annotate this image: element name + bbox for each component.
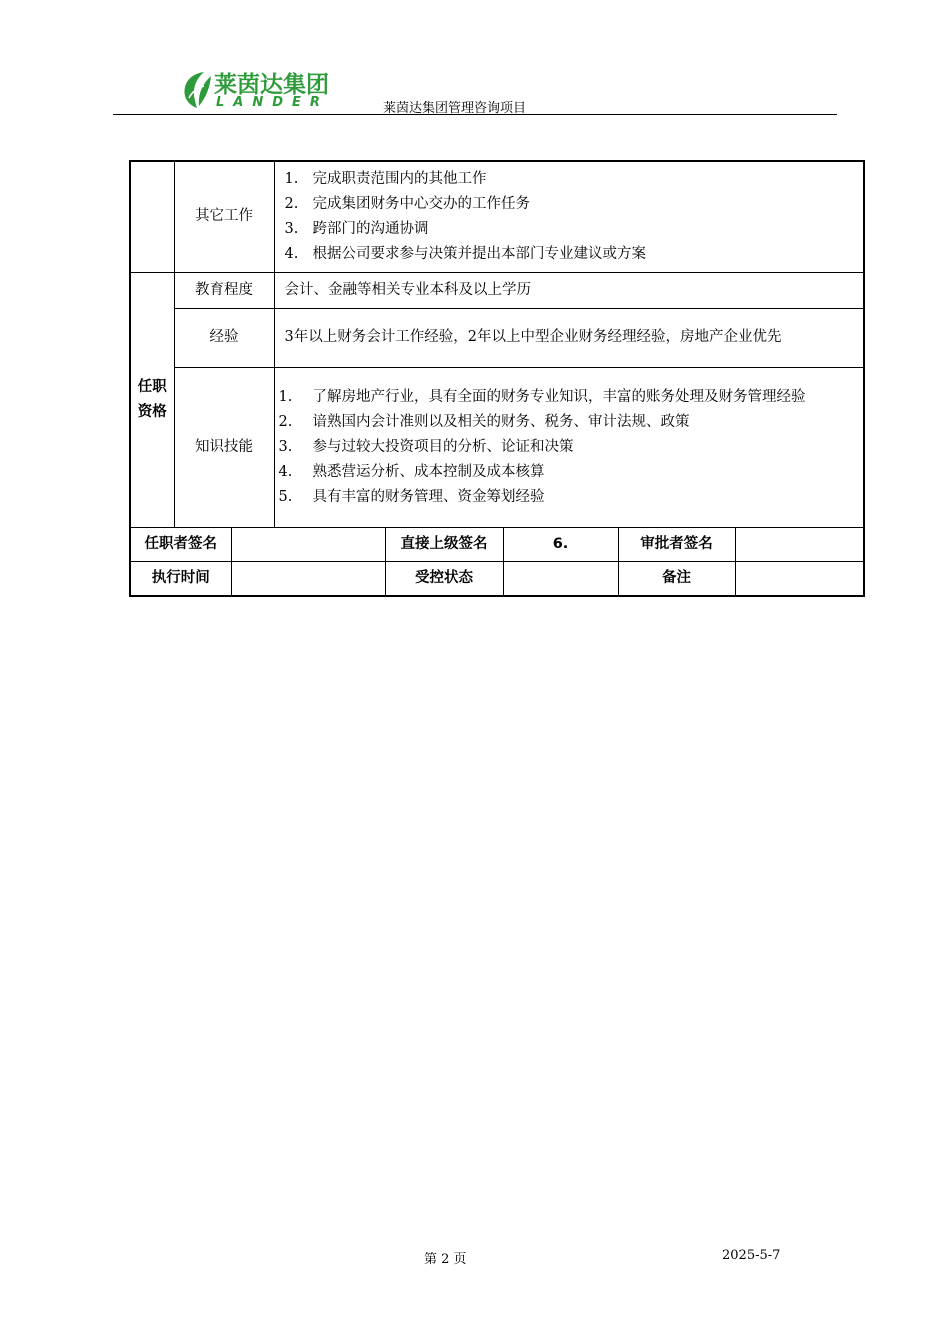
logo-english-text: LANDER — [216, 95, 329, 110]
experience-label: 经验 — [174, 308, 274, 367]
exec-time-field[interactable] — [231, 561, 385, 596]
remarks-label: 备注 — [618, 561, 735, 596]
list-item: 4. 根据公司要求参与决策并提出本部门专业建议或方案 — [284, 245, 646, 262]
exec-time-label: 执行时间 — [130, 561, 231, 596]
control-status-field[interactable] — [503, 561, 618, 596]
signature-row — [130, 527, 864, 561]
page-number: 第 2 页 — [424, 1252, 467, 1267]
list-item: 1. 了解房地产行业，具有全面的财务专业知识，丰富的账务处理及财务管理经验 — [278, 388, 806, 405]
company-logo — [180, 66, 329, 114]
header-title: 莱茵达集团管理咨询项目 — [383, 101, 527, 116]
list-item: 1. 完成职责范围内的其他工作 — [284, 170, 487, 187]
control-status-label: 受控状态 — [385, 561, 503, 596]
other-work-row — [130, 161, 864, 272]
education-label: 教育程度 — [174, 272, 274, 308]
skills-content — [274, 367, 864, 527]
experience-row — [130, 308, 864, 367]
other-work-list — [285, 167, 860, 267]
education-content: 会计、金融等相关专业本科及以上学历 — [274, 272, 864, 308]
approver-signature-field[interactable] — [735, 527, 864, 561]
footer-date: 2025-5-7 — [722, 1248, 781, 1263]
list-item: 4. 熟悉营运分析、成本控制及成本核算 — [278, 463, 545, 480]
skills-label: 知识技能 — [174, 367, 274, 527]
logo-chinese-text: 莱茵达集团 — [214, 72, 329, 98]
list-item: 3. 参与过较大投资项目的分析、论证和决策 — [278, 438, 574, 455]
skills-row — [130, 367, 864, 527]
list-item: 2. 谙熟国内会计准则以及相关的财务、税务、审计法规、政策 — [278, 413, 690, 430]
skills-list — [279, 385, 860, 510]
job-description-table — [129, 160, 865, 597]
education-row — [130, 272, 864, 308]
list-item: 3. 跨部门的沟通协调 — [284, 220, 429, 237]
supervisor-signature-label: 直接上级签名 — [385, 527, 503, 561]
remarks-field[interactable] — [735, 561, 864, 596]
other-work-label: 其它工作 — [174, 161, 274, 272]
experience-content: 3年以上财务会计工作经验，2年以上中型企业财务经理经验，房地产企业优先 — [274, 308, 864, 367]
status-row — [130, 561, 864, 596]
other-work-content — [274, 161, 864, 272]
leaf-logo-icon — [180, 68, 214, 110]
holder-signature-label: 任职者签名 — [130, 527, 231, 561]
list-item: 5. 具有丰富的财务管理、资金筹划经验 — [278, 488, 545, 505]
supervisor-signature-field[interactable]: 6. — [503, 527, 618, 561]
header-divider — [113, 114, 837, 115]
holder-signature-field[interactable] — [231, 527, 385, 561]
approver-signature-label: 审批者签名 — [618, 527, 735, 561]
list-item: 2. 完成集团财务中心交办的工作任务 — [284, 195, 530, 212]
qualifications-category: 任职资格 — [130, 272, 174, 527]
blank-category-cell — [130, 161, 174, 272]
